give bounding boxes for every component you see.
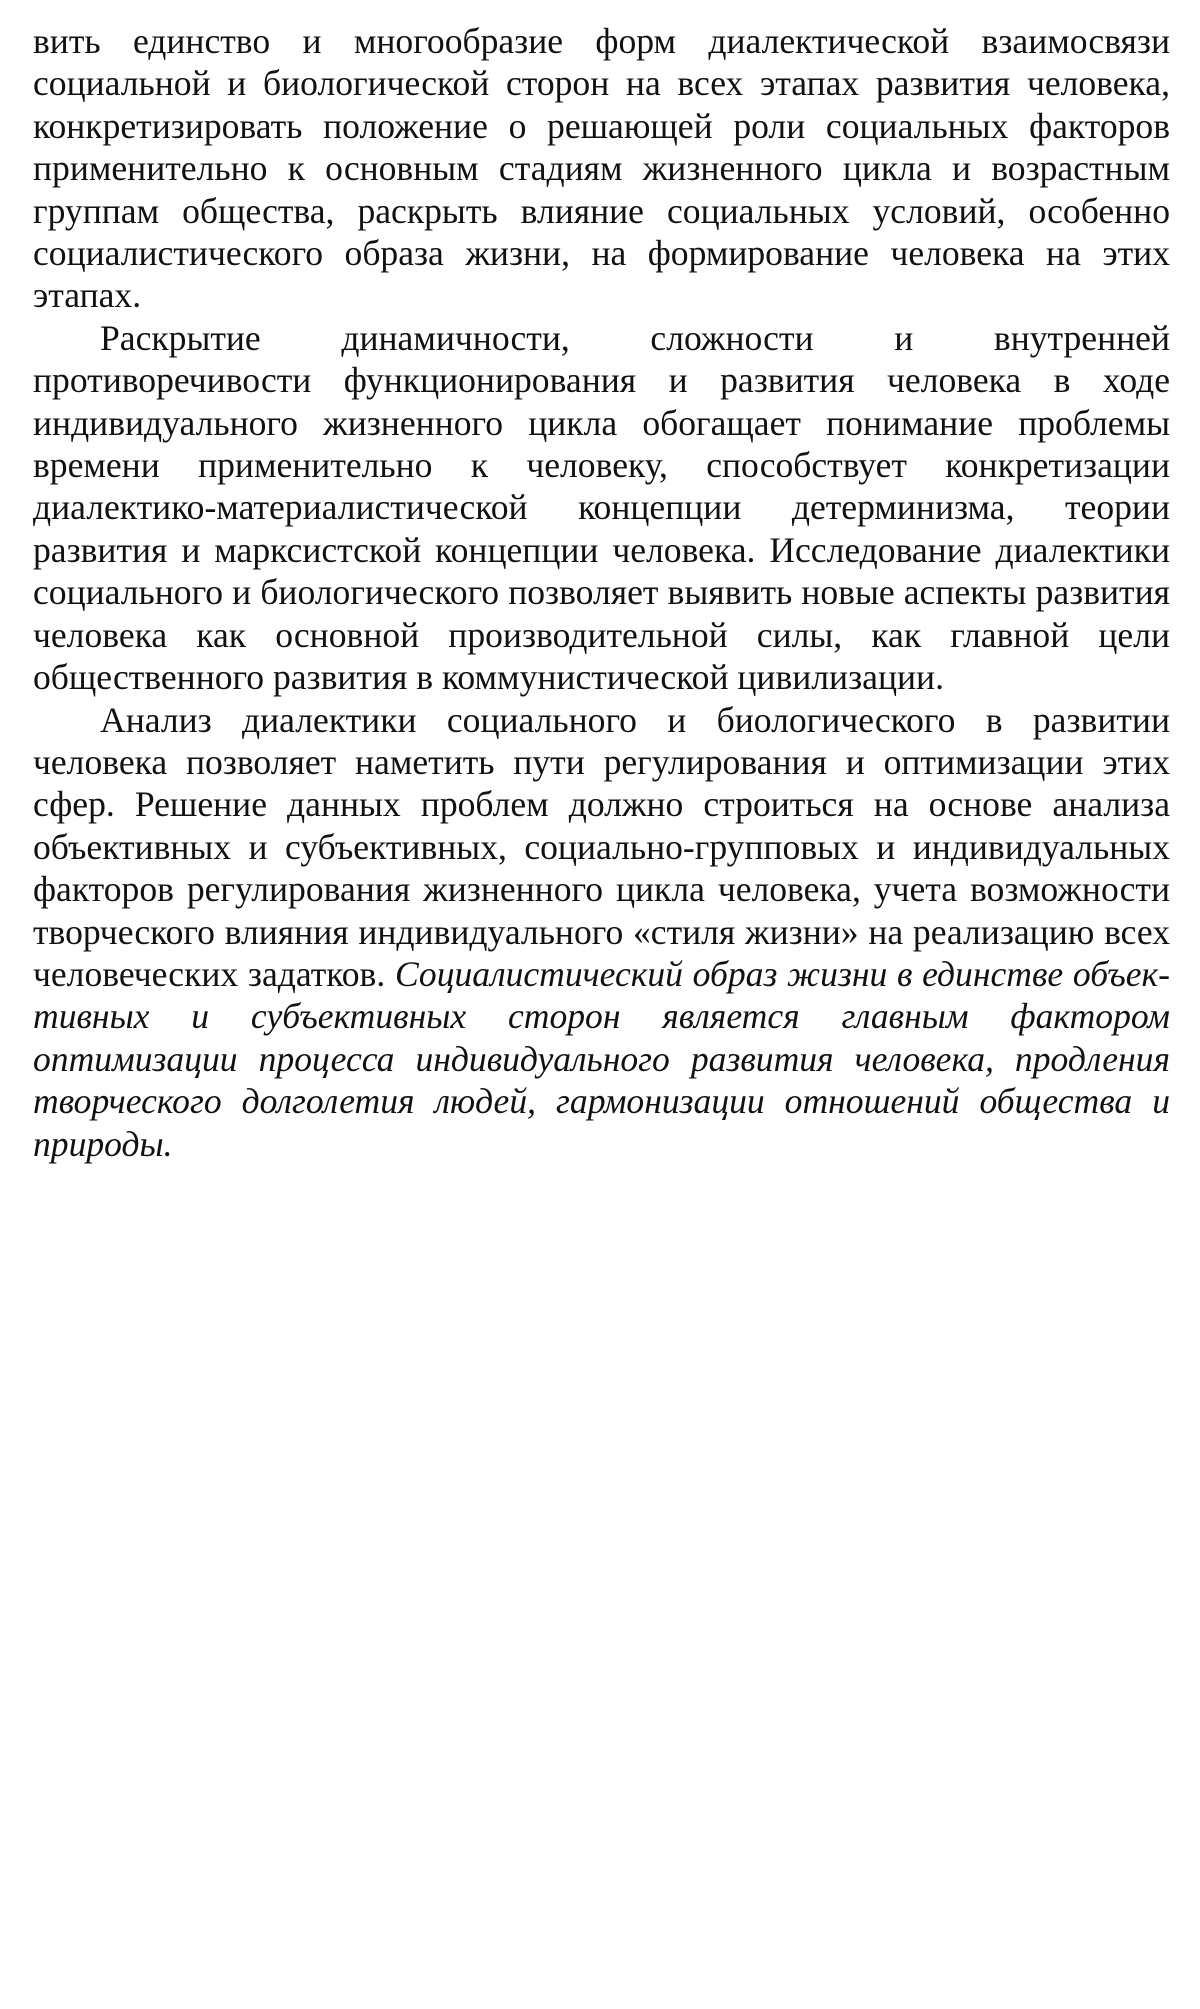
- paragraph-1: вить единство и многообразие форм диалектической взаимосвязи социальной и биологической сторон на всех этапах развития человека, конкретизировать положение о решающей роли социальных факторов применительно к основным стадиям жизненного цикла и возрастным группам общества, раскрыть влияние социальных условий, особенно социалистического образа жизни, на формирование человека на этих этапах.: [33, 21, 1170, 316]
- paragraph-3-italic-conclusion: Социалистический образ жизни в единстве объективных и субъективных сторон является главным фактором оптимизации процесса индивидуального развития человека, продления творческого долголетия людей, гармонизации отношений общества и природы.: [33, 953, 1170, 1164]
- document-page: [33, 20, 1170, 1165]
- paragraph-2: Раскрытие динамичности, сложности и внутренней противоречивости функционирования и развития человека в ходе индивидуального жизненного цикла обогащает понимание проблемы времени применительно к человеку, способствует конкретизации диалектико-материалистической концепции детерминизма, теории развития и марксистской концепции человека. Исследование диалектики социального и биологического позволяет выявить новые аспекты развития человека как основной производительной силы, как главной цели общественного развития в коммунистической цивилизации.: [33, 317, 1170, 698]
- paragraph-3-text: Анализ диалектики социального и биологического в развитии человека позволяет наметить пути регулирования и оптимизации этих сфер. Решение данных проблем должно строиться на основе анализа объективных и субъективных, социально-групповых и индивидуальных факторов регулирования жизненного цикла человека, учета возможности творческого влияния индивидуального «стиля жизни» на реализацию всех человеческих задатков.: [33, 699, 1170, 994]
- paragraph-3: [33, 699, 1170, 1165]
